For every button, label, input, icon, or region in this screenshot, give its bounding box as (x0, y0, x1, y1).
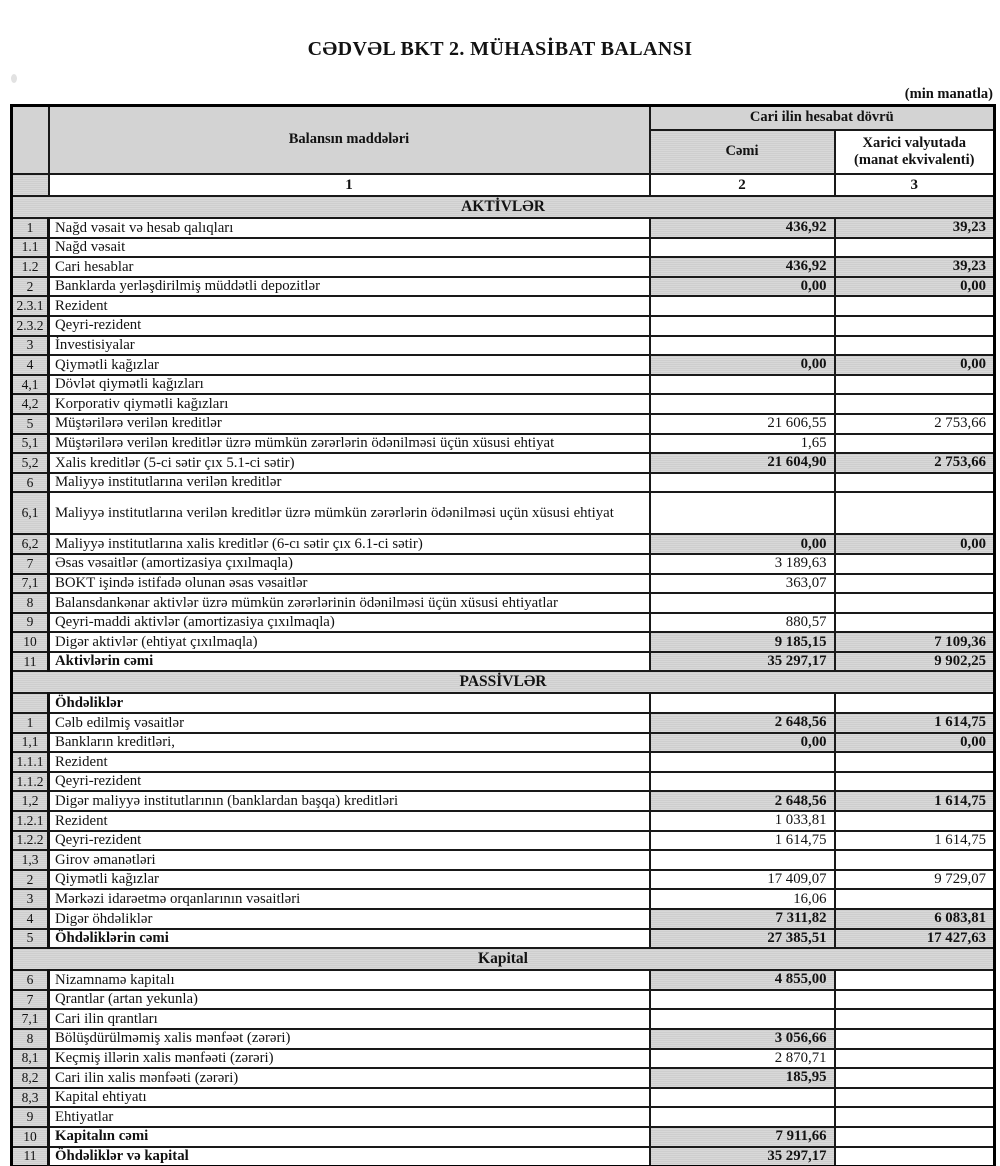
foreign-value-cell (835, 554, 995, 574)
total-value-cell: 0,00 (650, 355, 835, 375)
table-row (12, 1068, 995, 1088)
item-label-cell: Qrantlar (artan yekunla) (49, 990, 650, 1010)
table-row (12, 218, 995, 238)
total-value-cell: 3 056,66 (650, 1029, 835, 1049)
item-label-cell: Mərkəzi idarəetmə orqanlarının vəsaitləri (49, 889, 650, 909)
section-header: PASSİVLƏR (12, 671, 995, 693)
table-row (12, 492, 995, 534)
item-label-cell: Kapital ehtiyatı (49, 1088, 650, 1108)
foreign-value-cell (835, 394, 995, 414)
table-row (12, 1049, 995, 1069)
foreign-value-cell (835, 434, 995, 454)
table-body (12, 196, 995, 1166)
total-value-cell: 880,57 (650, 613, 835, 633)
item-label-cell: Öhdəliklərin cəmi (49, 929, 650, 949)
row-number-cell: 9 (12, 1107, 49, 1127)
item-label-cell: Qeyri-rezident (49, 316, 650, 336)
table-row (12, 870, 995, 890)
item-label-cell: Maliyyə institutlarına verilən kreditlər (49, 473, 650, 493)
foreign-value-cell: 7 109,36 (835, 632, 995, 652)
item-label-cell: Rezident (49, 296, 650, 316)
row-number-cell: 5,2 (12, 453, 49, 473)
item-label-cell: Qiymətli kağızlar (49, 355, 650, 375)
row-number-cell: 4 (12, 355, 49, 375)
row-number-cell: 7,1 (12, 1009, 49, 1029)
foreign-value-cell: 39,23 (835, 257, 995, 277)
total-value-cell (650, 492, 835, 534)
total-value-cell: 4 855,00 (650, 970, 835, 990)
foreign-value-cell (835, 1049, 995, 1069)
foreign-value-cell (835, 593, 995, 613)
total-value-cell (650, 850, 835, 870)
total-value-cell: 2 648,56 (650, 791, 835, 811)
foreign-value-cell: 0,00 (835, 355, 995, 375)
foreign-value-cell (835, 336, 995, 356)
item-label-cell: Maliyyə institutlarına xalis kreditlər (6-cı sətir çıx 6.1-ci sətir) (49, 534, 650, 554)
foreign-value-cell: 6 083,81 (835, 909, 995, 929)
period-group-header: Cari ilin hesabat dövrü (650, 106, 995, 131)
row-number-cell: 4 (12, 909, 49, 929)
row-number-cell: 6 (12, 473, 49, 493)
table-row (12, 593, 995, 613)
table-row (12, 970, 995, 990)
total-value-cell (650, 336, 835, 356)
table-row (12, 929, 995, 949)
foreign-value-cell (835, 296, 995, 316)
foreign-value-cell (835, 990, 995, 1010)
row-number-cell: 1,3 (12, 850, 49, 870)
total-value-cell: 16,06 (650, 889, 835, 909)
item-label-cell: Qeyri-rezident (49, 772, 650, 792)
foreign-value-cell (835, 811, 995, 831)
foreign-value-cell: 9 902,25 (835, 652, 995, 672)
total-value-cell (650, 1107, 835, 1127)
item-label-cell: Bölüşdürülməmiş xalis mənfəət (zərəri) (49, 1029, 650, 1049)
row-number-cell: 5 (12, 414, 49, 434)
total-value-cell: 35 297,17 (650, 652, 835, 672)
table-row (12, 632, 995, 652)
total-value-cell: 0,00 (650, 733, 835, 753)
total-value-cell: 2 870,71 (650, 1049, 835, 1069)
total-value-cell (650, 238, 835, 258)
total-value-cell (650, 375, 835, 395)
table-row (12, 257, 995, 277)
foreign-value-cell: 1 614,75 (835, 713, 995, 733)
item-label-cell: Girov əmanətləri (49, 850, 650, 870)
section-header: AKTİVLƏR (12, 196, 995, 218)
item-label-cell: Kapitalın cəmi (49, 1127, 650, 1147)
item-label-cell: Digər aktivlər (ehtiyat çıxılmaqla) (49, 632, 650, 652)
foreign-value-cell: 2 753,66 (835, 414, 995, 434)
row-number-cell: 1.1 (12, 238, 49, 258)
total-value-cell: 436,92 (650, 218, 835, 238)
row-number-cell: 11 (12, 1147, 49, 1166)
total-value-cell: 27 385,51 (650, 929, 835, 949)
foreign-value-cell (835, 316, 995, 336)
row-number-cell: 1,2 (12, 791, 49, 811)
foreign-value-cell (835, 1107, 995, 1127)
item-label-cell: Rezident (49, 811, 650, 831)
table-row (12, 296, 995, 316)
row-number-cell: 5,1 (12, 434, 49, 454)
total-value-cell (650, 296, 835, 316)
total-value-cell: 7 911,66 (650, 1127, 835, 1147)
table-row (12, 1029, 995, 1049)
row-number-cell: 2 (12, 870, 49, 890)
item-label-cell: Öhdəliklər və kapital (49, 1147, 650, 1166)
table-row (12, 414, 995, 434)
foreign-value-cell (835, 473, 995, 493)
total-value-cell: 363,07 (650, 574, 835, 594)
unit-note: (min manatla) (904, 86, 993, 102)
foreign-value-cell (835, 1009, 995, 1029)
index-cell-total: 2 (650, 174, 835, 196)
total-value-cell (650, 473, 835, 493)
table-row (12, 1009, 995, 1029)
table-row (12, 990, 995, 1010)
item-label-cell: Cəlb edilmiş vəsaitlər (49, 713, 650, 733)
table-row (12, 733, 995, 753)
foreign-value-cell (835, 375, 995, 395)
foreign-value-cell: 9 729,07 (835, 870, 995, 890)
total-value-cell (650, 394, 835, 414)
table-row (12, 613, 995, 633)
table-row (12, 473, 995, 493)
item-label-cell: Digər öhdəliklər (49, 909, 650, 929)
table-row (12, 554, 995, 574)
row-number-cell: 11 (12, 652, 49, 672)
item-label-cell: Maliyyə institutlarına verilən kreditlər üzrə mümkün zərərlərin ödənilməsi uçün xüsusi ehtiyat (49, 492, 650, 534)
foreign-value-cell: 1 614,75 (835, 791, 995, 811)
item-label-cell: Banklarda yerləşdirilmiş müddətli depozitlər (49, 277, 650, 297)
foreign-value-cell (835, 970, 995, 990)
item-label-cell: Bankların kreditləri, (49, 733, 650, 753)
item-label-cell: Cari hesablar (49, 257, 650, 277)
table-row (12, 772, 995, 792)
items-column-header: Balansın maddələri (49, 106, 650, 175)
foreign-value-cell (835, 1127, 995, 1147)
item-label-cell: Keçmiş illərin xalis mənfəəti (zərəri) (49, 1049, 650, 1069)
table-header (12, 106, 995, 197)
item-label-cell: Dövlət qiymətli kağızları (49, 375, 650, 395)
total-value-cell (650, 752, 835, 772)
row-number-cell: 4,2 (12, 394, 49, 414)
table-row (12, 652, 995, 672)
table-row (12, 1127, 995, 1147)
foreign-value-cell (835, 492, 995, 534)
total-value-cell: 21 606,55 (650, 414, 835, 434)
row-number-cell: 1,1 (12, 733, 49, 753)
table-row (12, 394, 995, 414)
foreign-value-cell (835, 1088, 995, 1108)
row-number-cell: 8 (12, 593, 49, 613)
table-row (12, 889, 995, 909)
table-row (12, 713, 995, 733)
balance-sheet-table (10, 104, 996, 1166)
item-label-cell: Müştərilərə verilən kreditlər (49, 414, 650, 434)
row-number-cell: 8,1 (12, 1049, 49, 1069)
item-label-cell: Qeyri-rezident (49, 831, 650, 851)
row-number-cell: 6 (12, 970, 49, 990)
foreign-value-cell (835, 772, 995, 792)
item-label-cell: Qiymətli kağızlar (49, 870, 650, 890)
table-row (12, 909, 995, 929)
item-label-cell: Balansdankənar aktivlər üzrə mümkün zərərlərinin ödənilməsi üçün xüsusi ehtiyatlar (49, 593, 650, 613)
table-row (12, 1147, 995, 1166)
row-number-cell: 2.3.2 (12, 316, 49, 336)
table-row (12, 336, 995, 356)
total-value-cell: 436,92 (650, 257, 835, 277)
row-number-cell: 1.1.2 (12, 772, 49, 792)
section-row (12, 196, 995, 218)
total-value-cell (650, 316, 835, 336)
row-number-cell: 8 (12, 1029, 49, 1049)
row-number-cell: 1.2 (12, 257, 49, 277)
total-value-cell: 1 614,75 (650, 831, 835, 851)
total-value-cell: 0,00 (650, 534, 835, 554)
foreign-column-header: Xarici valyutada (manat ekvivalenti) (835, 130, 995, 174)
row-number-cell: 4,1 (12, 375, 49, 395)
row-number-cell: 1.1.1 (12, 752, 49, 772)
table-row (12, 850, 995, 870)
row-number-cell: 1.2.2 (12, 831, 49, 851)
total-value-cell: 9 185,15 (650, 632, 835, 652)
section-row (12, 948, 995, 970)
row-number-cell: 2 (12, 277, 49, 297)
item-label-cell: Nağd vəsait və hesab qalıqları (49, 218, 650, 238)
row-number-cell: 6,1 (12, 492, 49, 534)
table-row (12, 434, 995, 454)
row-number-cell: 8,2 (12, 1068, 49, 1088)
row-number-cell: 9 (12, 613, 49, 633)
foreign-value-cell (835, 574, 995, 594)
total-value-cell: 1,65 (650, 434, 835, 454)
total-value-cell: 0,00 (650, 277, 835, 297)
total-value-cell (650, 1088, 835, 1108)
section-header: Kapital (12, 948, 995, 970)
item-label-cell: Korporativ qiymətli kağızları (49, 394, 650, 414)
table-row (12, 574, 995, 594)
index-cell-items: 1 (49, 174, 650, 196)
item-label-cell: BOKT işində istifadə olunan əsas vəsaitlər (49, 574, 650, 594)
total-value-cell: 3 189,63 (650, 554, 835, 574)
table-row (12, 316, 995, 336)
scan-artifact (11, 74, 17, 83)
table-row (12, 453, 995, 473)
item-label-cell: Nağd vəsait (49, 238, 650, 258)
row-number-cell: 5 (12, 929, 49, 949)
foreign-value-cell: 2 753,66 (835, 453, 995, 473)
table-row (12, 811, 995, 831)
item-label-cell: Rezident (49, 752, 650, 772)
index-cell-foreign: 3 (835, 174, 995, 196)
item-label-cell: Cari ilin qrantları (49, 1009, 650, 1029)
item-label-cell: Nizamnamə kapitalı (49, 970, 650, 990)
total-column-header: Cəmi (650, 130, 835, 174)
foreign-value-cell (835, 752, 995, 772)
total-value-cell: 21 604,90 (650, 453, 835, 473)
foreign-value-cell: 17 427,63 (835, 929, 995, 949)
row-number-cell: 3 (12, 889, 49, 909)
total-value-cell (650, 990, 835, 1010)
table-row (12, 831, 995, 851)
foreign-value-cell (835, 238, 995, 258)
foreign-value-cell: 0,00 (835, 534, 995, 554)
foreign-value-cell: 0,00 (835, 733, 995, 753)
total-value-cell: 7 311,82 (650, 909, 835, 929)
total-value-cell: 185,95 (650, 1068, 835, 1088)
foreign-value-cell (835, 613, 995, 633)
foreign-value-cell (835, 850, 995, 870)
table-row (12, 277, 995, 297)
item-label-cell: Qeyri-maddi aktivlər (amortizasiya çıxılmaqla) (49, 613, 650, 633)
item-label-cell: İnvestisiyalar (49, 336, 650, 356)
section-row (12, 671, 995, 693)
row-number-cell: 7 (12, 554, 49, 574)
item-label-cell: Aktivlərin cəmi (49, 652, 650, 672)
row-number-cell (12, 693, 49, 713)
row-number-cell: 1 (12, 218, 49, 238)
item-label-cell: Ehtiyatlar (49, 1107, 650, 1127)
total-value-cell: 17 409,07 (650, 870, 835, 890)
total-value-cell: 35 297,17 (650, 1147, 835, 1166)
page-title: CƏDVƏL BKT 2. MÜHASİBAT BALANSI (307, 38, 693, 60)
item-label-cell: Əsas vəsaitlər (amortizasiya çıxılmaqla) (49, 554, 650, 574)
row-number-cell: 7,1 (12, 574, 49, 594)
row-number-cell: 1.2.1 (12, 811, 49, 831)
row-number-cell: 3 (12, 336, 49, 356)
table-row (12, 238, 995, 258)
foreign-value-cell (835, 889, 995, 909)
total-value-cell: 2 648,56 (650, 713, 835, 733)
table-row (12, 375, 995, 395)
item-label-cell: Xalis kreditlər (5-ci sətir çıx 5.1-ci sətir) (49, 453, 650, 473)
item-label-cell: Digər maliyyə institutlarının (banklardan başqa) kreditləri (49, 791, 650, 811)
foreign-value-cell (835, 1068, 995, 1088)
index-corner-cell (12, 174, 49, 196)
table-row (12, 752, 995, 772)
total-value-cell (650, 693, 835, 713)
foreign-value-cell (835, 693, 995, 713)
row-number-cell: 10 (12, 632, 49, 652)
table-row (12, 791, 995, 811)
table-row (12, 355, 995, 375)
item-label-cell: Öhdəliklər (49, 693, 650, 713)
total-value-cell (650, 593, 835, 613)
table-row (12, 1088, 995, 1108)
row-number-cell: 7 (12, 990, 49, 1010)
row-number-cell: 8,3 (12, 1088, 49, 1108)
corner-cell (12, 106, 49, 175)
item-label-cell: Cari ilin xalis mənfəəti (zərəri) (49, 1068, 650, 1088)
row-number-cell: 6,2 (12, 534, 49, 554)
row-number-cell: 1 (12, 713, 49, 733)
row-number-cell: 10 (12, 1127, 49, 1147)
total-value-cell (650, 772, 835, 792)
item-label-cell: Müştərilərə verilən kreditlər üzrə mümkün zərərlərin ödənilməsi üçün xüsusi ehtiyat (49, 434, 650, 454)
foreign-value-cell (835, 1147, 995, 1166)
foreign-value-cell: 0,00 (835, 277, 995, 297)
row-number-cell: 2.3.1 (12, 296, 49, 316)
foreign-value-cell (835, 1029, 995, 1049)
table-row (12, 534, 995, 554)
total-value-cell (650, 1009, 835, 1029)
total-value-cell: 1 033,81 (650, 811, 835, 831)
table-row (12, 693, 995, 713)
foreign-value-cell: 1 614,75 (835, 831, 995, 851)
table-row (12, 1107, 995, 1127)
foreign-value-cell: 39,23 (835, 218, 995, 238)
